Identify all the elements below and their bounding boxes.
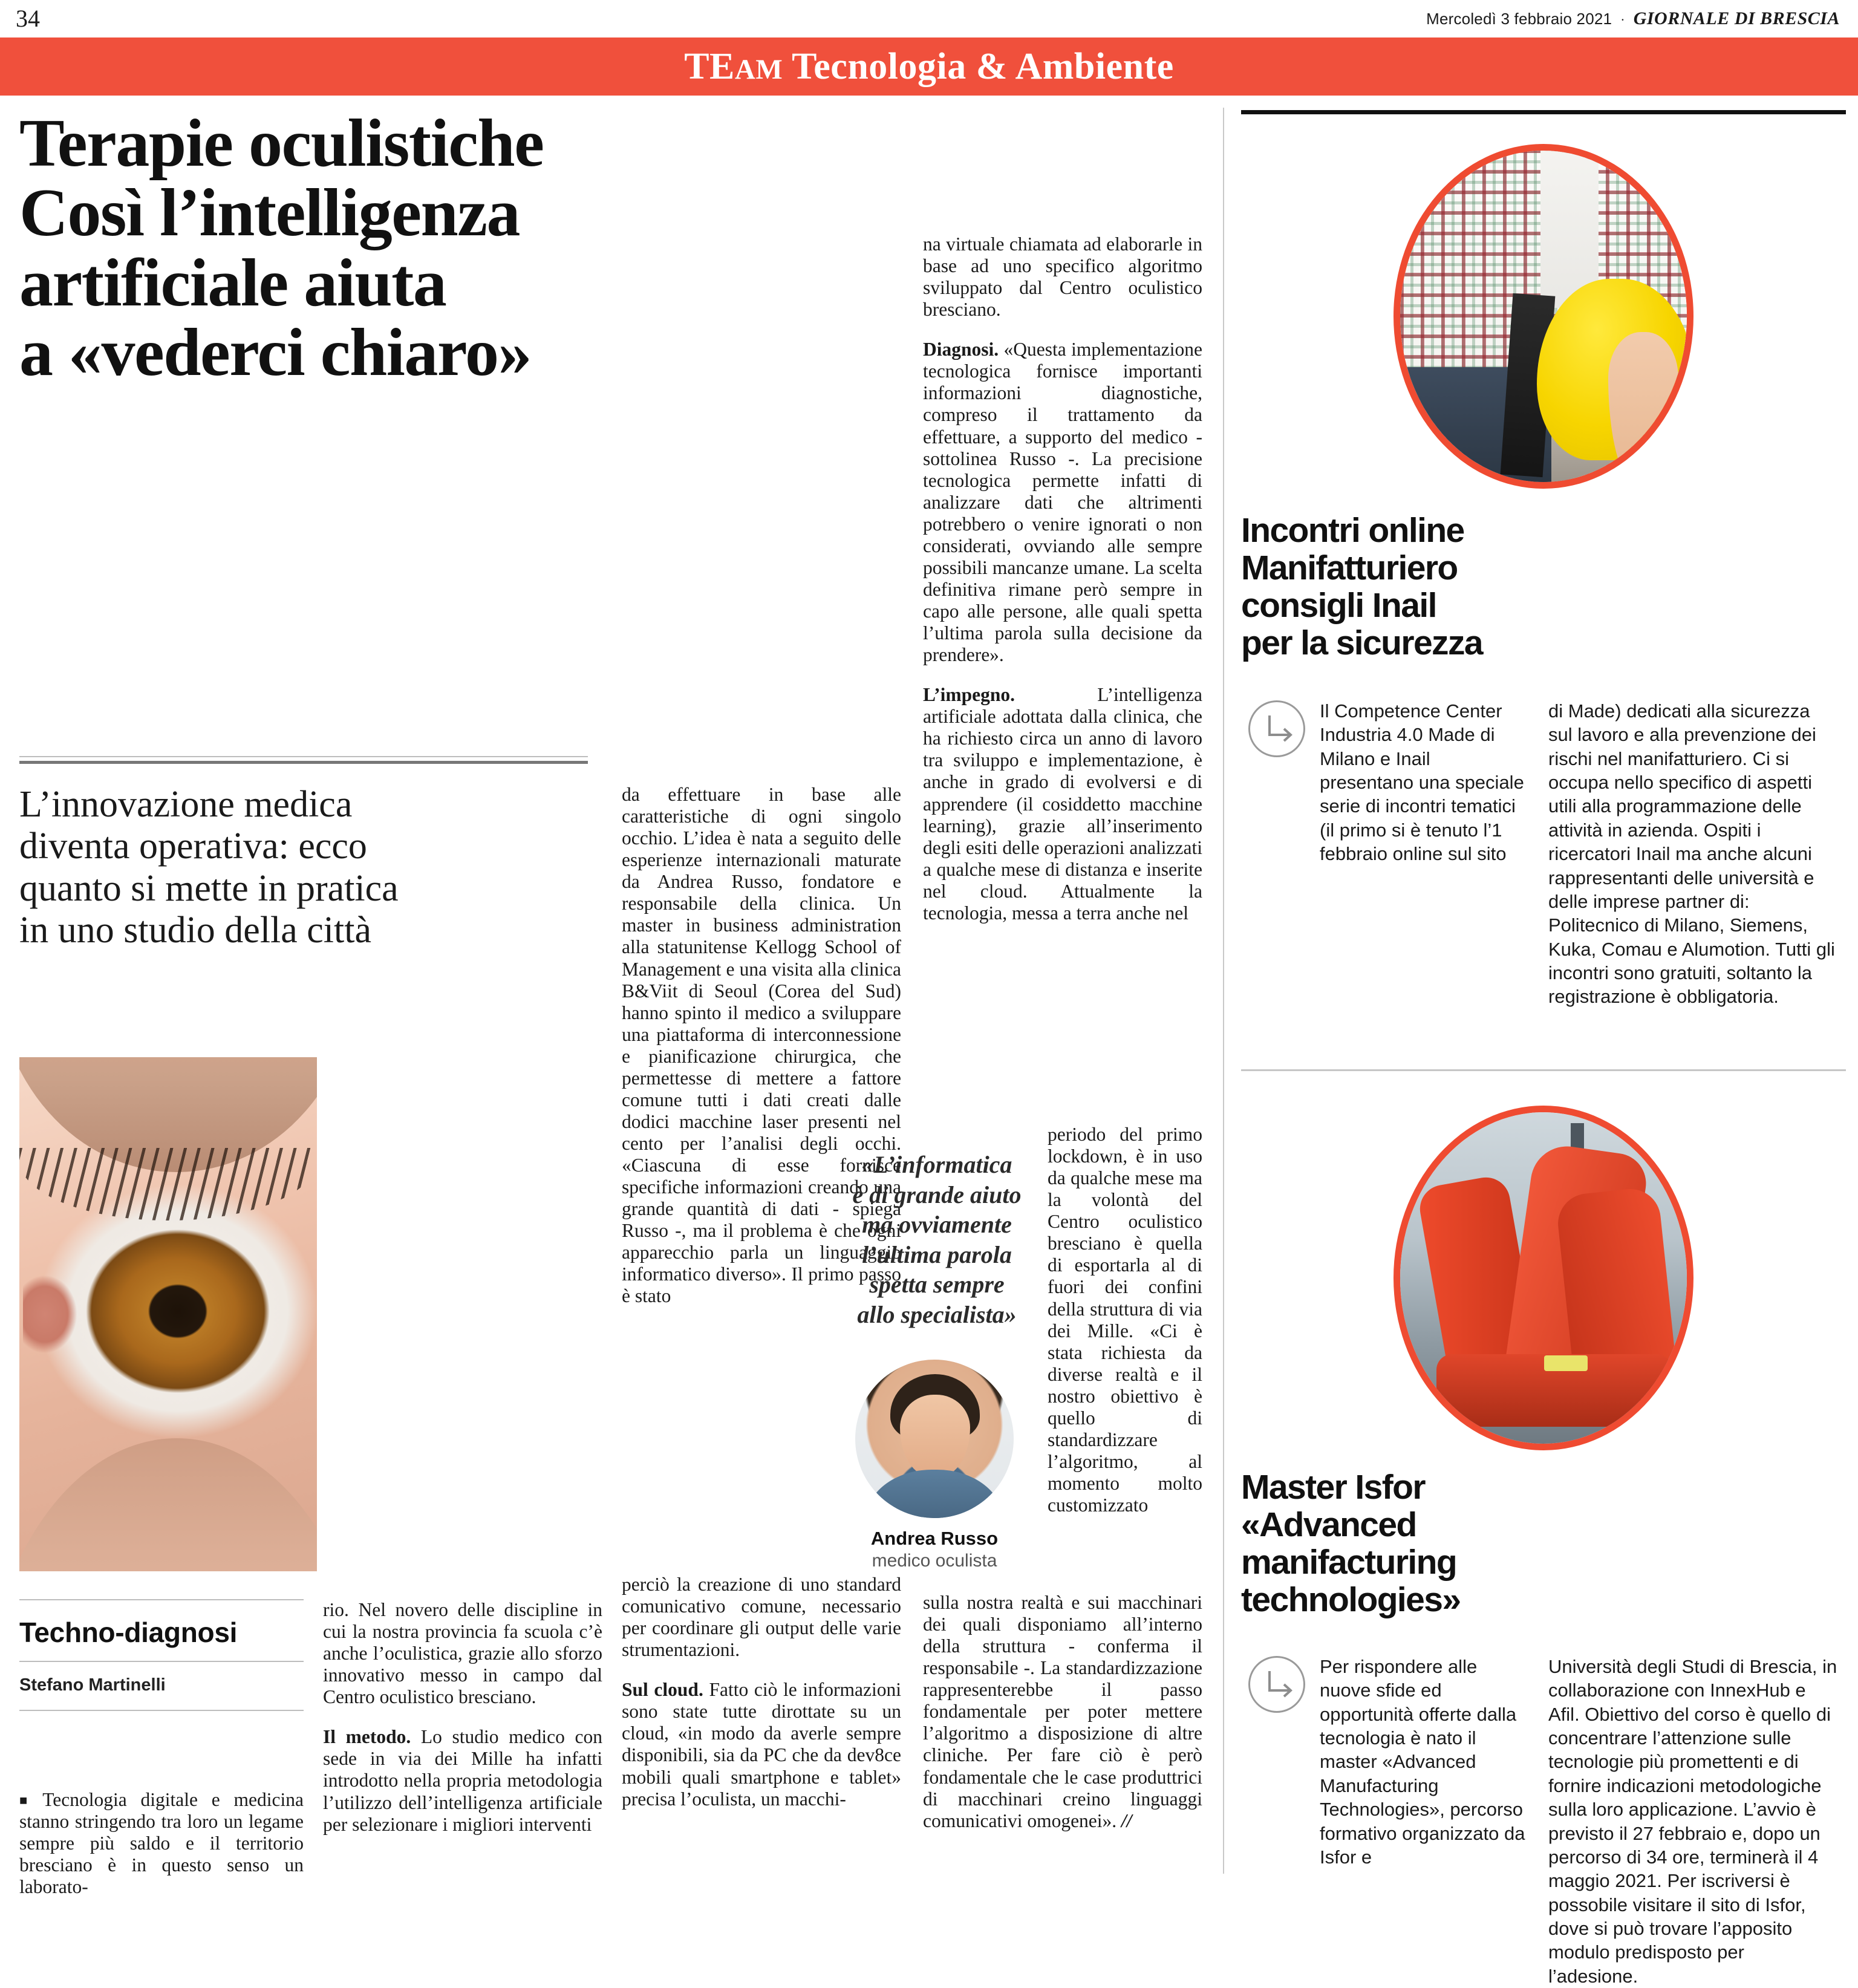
standfirst-line-4: in uno studio della città	[19, 910, 372, 951]
col3-paragraph-2: perciò la creazione di uno standard comunicativo comune, necessario per coordinare gli output delle varie strumentazioni.	[622, 1574, 901, 1661]
section-banner-prefix-small2: M	[755, 53, 783, 85]
article-column-4-lower	[923, 1592, 1202, 1832]
sidebar1-heading-line-2: Manifatturiero	[1241, 549, 1458, 588]
sidebar-heading-1	[1241, 512, 1525, 662]
sidebar-2-body-left-indent	[1320, 1655, 1525, 1869]
headline-line-2: Così l’intelligenza	[19, 175, 520, 251]
article-column-4-upper	[923, 233, 1202, 924]
col2-paragraph-1: rio. Nel novero delle discipline in cui la nostra provincia fa scuola c’è anche l’oculistica, grazie allo sforzo innovativo messo in campo dal Centro oculistico bresciano.	[323, 1599, 602, 1708]
article-headline	[19, 106, 884, 391]
sidebar-photo-2-wrap	[1241, 1106, 1846, 1450]
portrait-shirt	[865, 1470, 1004, 1518]
sidebar-photo-worker-helmet	[1394, 144, 1693, 489]
page-number: 34	[16, 5, 40, 32]
standfirst-rule-thick	[19, 761, 588, 764]
col2-paragraph-2-text: Lo studio medico con sede in via dei Mille ha infatti introdotto nella propria metodologia l’utilizzo dell’intelligenza artificiale per selezionare i migliori interventi	[323, 1726, 602, 1835]
sidebar1-body-left: Il Competence Center Industria 4.0 Made di Milano e Inail presentano una speciale serie di incontri tematici (il primo si è tenuto l’1 febbraio online sul sito	[1320, 700, 1524, 865]
sidebar2-heading-line-2: «Advanced	[1241, 1505, 1416, 1545]
page-body	[0, 96, 1858, 1987]
byline-kicker: Techno-diagnosi	[19, 1617, 238, 1648]
col4-paragraph-4: periodo del primo lockdown, è in uso da qualche mese ma la volontà del Centro oculistico bresciano è quella di esportarla al di fuori dei confini della struttura di via dei Mille. «Ci è stata richiesta da diverse realtà e il nostro obiettivo è quello di standardizzare l’algoritmo, al momento molto customizzato	[1048, 1124, 1202, 1516]
masthead-separator: ·	[1620, 12, 1625, 27]
article-column-2	[323, 1599, 602, 1836]
arrow-down-right-icon	[1248, 700, 1305, 757]
sidebar1-heading-line-4: per la sicurezza	[1241, 624, 1482, 663]
col4-paragraph-1: na virtuale chiamata ad elaborarle in base ad uno specifico algoritmo sviluppato dal Centro oculistico bresciano.	[923, 233, 1202, 321]
section-banner-title	[684, 45, 1174, 88]
col4-paragraph-2-text: «Questa implementazione tecnologica fornisce importanti informazioni diagnostiche, compreso il trattamento da effettuare, a supporto del medico - sottolinea Russo -. La precisione tecnologica permette infatti di analizzare dati che altrimenti potrebbero o venire ignorati o non considerati, ovviando alle sempre possibili mancanze umane. La scelta definitiva rimane però sempre in capo alle persone, alle quali spetta l’ultima parola sulla decisione da prendere».	[923, 339, 1202, 666]
main-article	[16, 96, 1213, 1898]
sidebar-1-body-left-indent	[1320, 699, 1525, 866]
sidebar-photo-industrial-robots	[1394, 1106, 1693, 1450]
byline-block	[19, 1599, 304, 1711]
vertical-divider	[1223, 108, 1224, 1874]
col2-lead-in: Il metodo.	[323, 1726, 411, 1748]
sidebar-top-rule	[1241, 110, 1846, 114]
section-banner-rest: Tecnologia & Ambiente	[783, 45, 1174, 87]
col3-paragraph-3-text: Fatto ciò le informazioni sono state tutte dirottate su un cloud, «in modo da averle sempre disponibili, sia da PC che da dev8ce mobili quali smartphone e tablet» precisa l’oculista, un macchi-	[622, 1679, 902, 1810]
byline-rule-mid	[19, 1661, 304, 1662]
portrait-name: Andrea Russo	[870, 1528, 999, 1549]
sidebar-1-body-right	[1548, 699, 1839, 1009]
col1-paragraph-1: ■ Tecnologia digitale e medicina stanno stringendo tra loro un legame sempre più saldo e il territorio bresciano è in questo senso un laborato-	[19, 1789, 304, 1898]
headline-line-3: artificiale aiuta	[19, 245, 446, 321]
standfirst-line-1: L’innovazione medica	[19, 784, 353, 825]
col4-paragraph-5-text: sulla nostra realtà e sui macchinari dei quali disponiamo all’interno della struttura - conferma il responsabile -. La standardizzazione rappresenterebbe il passo fondamentale per poter mettere l’algoritmo a disposizione di altre cliniche. Per fare ciò è però fondamentale che le case produttrici di macchinari creino linguaggi comunicativi omogenei».	[923, 1592, 1202, 1831]
sidebar1-body-right: di Made) dedicati alla sicurezza sul lavoro e alla prevenzione dei rischi nel manifatturiero. Ci si occupa nello specifico di aspetti utili alla programmazione delle attività in azienda. Ospiti i ricercatori Inail ma anche alcuni rappresentanti delle università e delle imprese partner di: Politecnico di Milano, Siemens, Kuka, Comau e Alumotion. Tutti gli incontri sono gratuiti, soltanto la registrazione è obbligatoria.	[1548, 700, 1835, 1008]
byline-author: Stefano Martinelli	[19, 1675, 166, 1695]
section-banner-prefix: TE	[684, 45, 735, 87]
byline-rule-top	[19, 1599, 304, 1600]
masthead-right	[1426, 8, 1840, 29]
sidebar2-heading-line-1: Master Isfor	[1241, 1468, 1425, 1507]
photo2-yellow-tag	[1544, 1355, 1588, 1371]
col3-paragraph-3	[622, 1679, 901, 1810]
article-column-3-lower	[622, 1574, 901, 1810]
col4-lead-in-impegno: L’impegno.	[923, 684, 1015, 706]
col3-paragraph-1: da effettuare in base alle caratteristiche di ogni singolo occhio. L’idea è nata a seguito delle esperienze internazionali maturate da Andrea Russo, fondatore e responsabile della clinica. Un master in business administration alla statunitense Kellogg School of Management e una visita alla clinica B&Viit di Seoul (Corea del Sud) hanno spinto il medico a sviluppare una piattaforma di interconnessione e pianificazione chirurgica, che permettesse di mettere a fattore comune tutti i dati creati dalle dodici macchine laser presenti nel cento per l’analisi degli occhi. «Ciascuna di esse fornisce specifiche informazioni creando una grande quantità di dati - spiega Russo -, ma il problema è che ogni apparecchio parla un linguaggio informatico diverso». Il primo passo è stato	[622, 784, 901, 1307]
standfirst-rule-top	[19, 756, 588, 757]
avatar	[855, 1360, 1014, 1518]
sidebar2-heading-line-3: manifacturing	[1241, 1543, 1457, 1582]
end-mark: //	[1121, 1810, 1132, 1831]
standfirst-line-2: diventa operativa: ecco	[19, 826, 367, 867]
eye-inner-corner	[23, 1275, 77, 1354]
headline-line-1: Terapie oculistiche	[19, 106, 544, 181]
sidebar-heading-2	[1241, 1468, 1525, 1619]
sidebar1-heading-line-1: Incontri online	[1241, 511, 1464, 550]
eyelid-lower	[19, 1438, 317, 1571]
standfirst-line-3: quanto si mette in pratica	[19, 867, 399, 909]
eyelashes	[19, 1148, 317, 1221]
publication-date: Mercoledì 3 febbraio 2021	[1426, 10, 1612, 28]
section-banner	[0, 37, 1858, 96]
sidebar2-body-right: Università degli Studi di Brescia, in collaborazione con InnexHub e Afil. Obiettivo del corso è quello di concentrare l’attenzione sulle tecnologie più promettenti e di fornire indicazioni metodologiche sulla loro applicazione. L’avvio è previsto il 27 febbraio e, dopo un percorso di 34 ore, terminerà il 4 maggio 2021. Per iscriversi è possobile visitare il sito di Isfor, dove si può trovare l’apposito modulo predisposto per l’adesione.	[1548, 1656, 1837, 1987]
eye-photo	[19, 1057, 317, 1571]
sidebar2-heading-line-4: technologies»	[1241, 1580, 1461, 1620]
article-column-1	[19, 1789, 304, 1898]
col4-lead-in-diagnosi: Diagnosi.	[923, 339, 999, 360]
article-column-4-narrow	[1048, 1124, 1202, 1516]
byline-rule-bottom	[19, 1710, 304, 1711]
col4-paragraph-5	[923, 1592, 1202, 1832]
headline-line-4: a «vederci chiaro»	[19, 315, 532, 391]
sidebar-mid-rule	[1241, 1069, 1846, 1071]
sidebar1-heading-line-3: consigli Inail	[1241, 586, 1436, 625]
col3-lead-in: Sul cloud.	[622, 1679, 703, 1701]
arrow-down-right-icon-2	[1248, 1656, 1305, 1713]
col4-paragraph-3	[923, 684, 1202, 924]
sidebar-2-body-right	[1548, 1655, 1839, 1988]
portrait-role: medico oculista	[872, 1551, 997, 1571]
col4-paragraph-2	[923, 339, 1202, 666]
sidebar2-body-left: Per rispondere alle nuove sfide ed opportunità offerte dalla tecnologia è nato il master «Advanced Manufacturing Technologies», percorso formativo organizzato da Isfor e	[1320, 1656, 1525, 1868]
newspaper-brand: GIORNALE DI BRESCIA	[1633, 8, 1840, 28]
col4-paragraph-3-text: L’intelligenza artificiale adottata dalla clinica, che ha richiesto circa un anno di lavoro tra sviluppo e implementazione, è anche in grado di evolversi e di apprendere (il cosiddetto macchine learning), grazie all’inserimento degli esiti delle operazioni analizzati a qualche mese di distanza e inserite nel cloud. Attualmente la tecnologia, messa a terra anche nel	[923, 684, 1202, 924]
article-standfirst	[19, 784, 588, 952]
portrait-face	[900, 1395, 970, 1477]
col2-paragraph-2	[323, 1726, 602, 1835]
pull-quote: «L’informatica è di grande aiuto ma ovviamente l’ultima parola spetta sempre allo specialista»	[852, 1151, 1022, 1328]
sidebar-photo-1-wrap	[1241, 144, 1846, 489]
section-banner-prefix-small: A	[734, 53, 756, 85]
masthead	[0, 0, 1858, 37]
